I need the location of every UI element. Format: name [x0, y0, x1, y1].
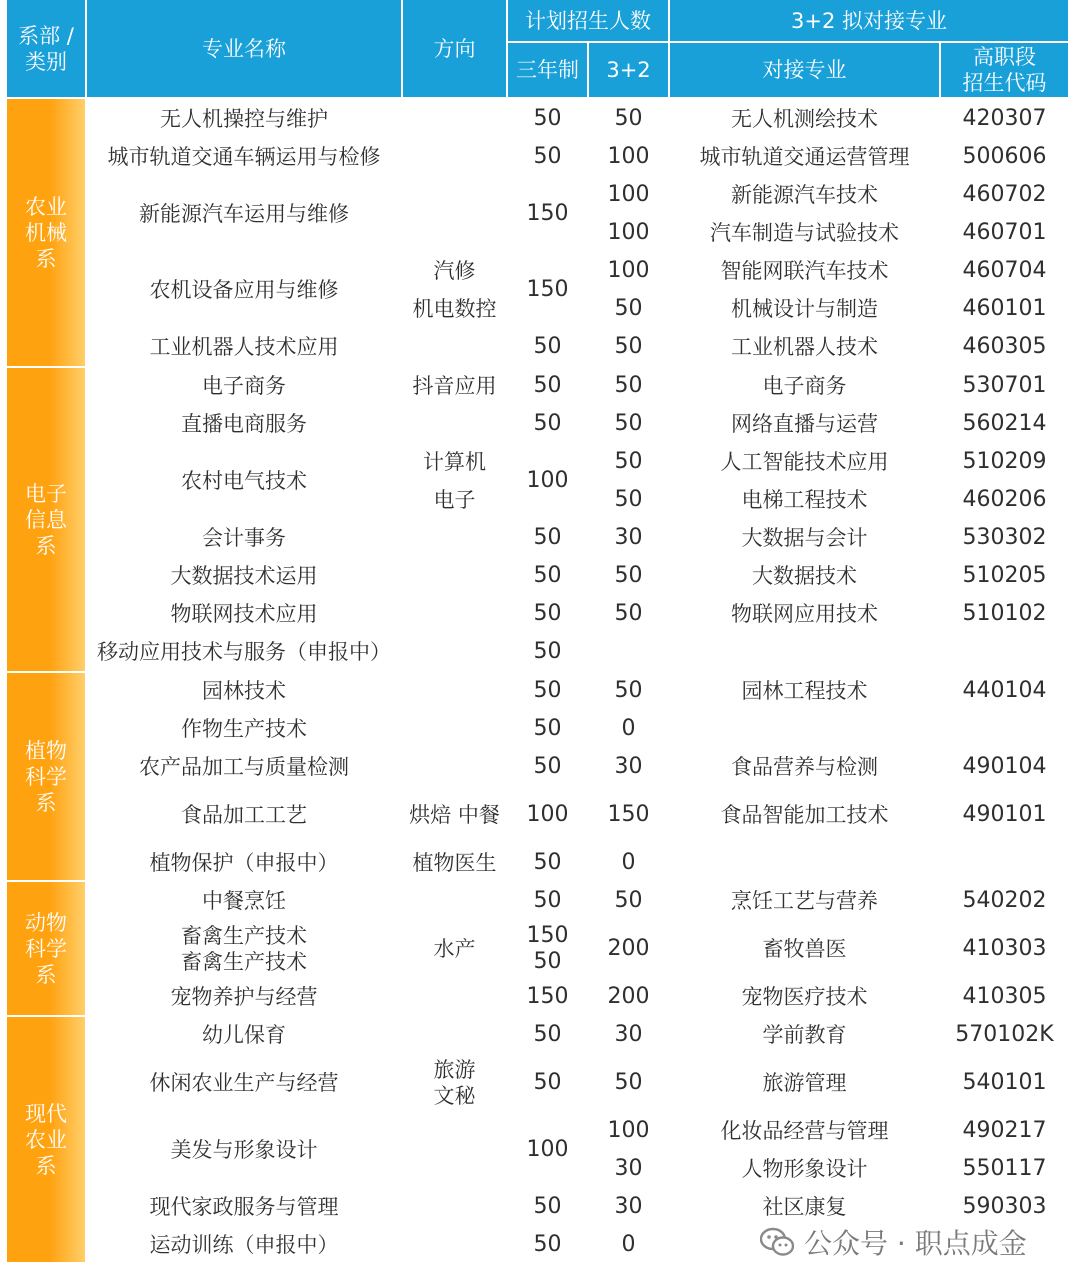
link-major-cell: 物联网应用技术 [731, 602, 878, 626]
plus-cell: 50 [614, 1070, 643, 1095]
plus-cell: 30 [614, 1194, 643, 1219]
header-three-year-label: 三年制 [516, 58, 579, 82]
major-cell: 农机设备应用与维修 [149, 278, 339, 302]
link-major-cell: 大数据与会计 [741, 526, 868, 550]
link-major-cell: 电梯工程技术 [741, 488, 868, 512]
plus-cell: 50 [614, 373, 643, 398]
plus-cell: 100 [607, 220, 650, 245]
major-cell: 休闲农业生产与经营 [149, 1071, 339, 1095]
three-year-cell: 150 50 [526, 923, 569, 974]
code-cell: 460704 [962, 258, 1047, 283]
header-plus-label: 3+2 [606, 58, 651, 82]
code-cell: 560214 [962, 411, 1047, 436]
dept-label: 电子 信息系 [25, 481, 67, 558]
link-major-cell: 宠物医疗技术 [741, 985, 868, 1009]
link-major-cell: 大数据技术 [752, 564, 857, 588]
link-major-cell: 无人机测绘技术 [731, 107, 878, 131]
header-dept-label: 系部 / 类别 [18, 23, 74, 74]
link-major-cell: 人工智能技术应用 [720, 450, 889, 474]
link-major-cell: 城市轨道交通运营管理 [699, 145, 910, 169]
three-year-cell: 50 [533, 334, 562, 359]
three-year-cell: 50 [533, 106, 562, 131]
major-cell: 美发与形象设计 [170, 1138, 318, 1162]
plus-cell: 100 [607, 144, 650, 169]
header-direction-label: 方向 [433, 36, 476, 61]
three-year-cell: 50 [533, 1022, 562, 1047]
direction-cell: 植物医生 [412, 851, 497, 875]
major-cell: 城市轨道交通车辆运用与检修 [107, 145, 381, 169]
dept-label: 植物 科学系 [25, 738, 67, 815]
plus-cell: 100 [607, 182, 650, 207]
three-year-cell: 100 [526, 1137, 569, 1162]
plus-cell: 50 [614, 106, 643, 131]
code-cell: 540202 [962, 888, 1047, 913]
three-year-cell: 150 [526, 201, 569, 226]
three-year-cell: 50 [533, 1194, 562, 1219]
dept-label: 现代 农业系 [25, 1101, 67, 1178]
header-three-year [508, 43, 587, 97]
link-major-cell: 人物形象设计 [741, 1157, 868, 1181]
major-cell: 无人机操控与维护 [160, 107, 328, 131]
header-direction [403, 0, 506, 97]
major-cell: 宠物养护与经营 [170, 985, 318, 1009]
dept-modern-agri [7, 1017, 85, 1262]
major-cell: 大数据技术运用 [170, 564, 318, 588]
plus-cell: 50 [614, 563, 643, 588]
plus-cell: 100 [607, 258, 650, 283]
plus-cell: 150 [607, 802, 650, 827]
plus-cell: 100 [607, 1118, 650, 1143]
code-cell: 530302 [962, 525, 1047, 550]
code-cell: 510205 [962, 563, 1047, 588]
plus-cell: 0 [621, 850, 636, 875]
link-major-cell: 食品营养与检测 [731, 755, 878, 779]
direction-cell: 水产 [433, 937, 476, 961]
major-cell: 植物保护（申报中） [149, 851, 339, 875]
major-cell: 园林技术 [202, 679, 286, 703]
major-cell: 中餐烹饪 [202, 889, 286, 913]
three-year-cell: 50 [533, 1232, 562, 1257]
plus-cell: 50 [614, 334, 643, 359]
code-cell: 440104 [962, 678, 1047, 703]
dept-electronic-info [7, 368, 85, 671]
header-plan-group [508, 0, 668, 41]
direction-cell: 抖音应用 [412, 374, 497, 398]
major-cell: 工业机器人技术应用 [149, 335, 339, 359]
code-cell: 500606 [962, 144, 1047, 169]
wechat-icon [760, 1227, 794, 1257]
header-link-major [670, 43, 939, 97]
header-plus [589, 43, 668, 97]
three-year-cell: 50 [533, 525, 562, 550]
code-cell: 590303 [962, 1194, 1047, 1219]
three-year-cell: 50 [533, 716, 562, 741]
three-year-cell: 50 [533, 1070, 562, 1095]
major-cell: 物联网技术应用 [170, 602, 318, 626]
major-cell: 新能源汽车运用与维修 [139, 202, 349, 226]
watermark-text: 公众号 · 职点成金 [804, 1227, 1027, 1260]
major-cell: 畜禽生产技术 畜禽生产技术 [181, 924, 307, 974]
code-cell: 550117 [962, 1156, 1047, 1181]
major-cell: 食品加工工艺 [181, 803, 307, 827]
code-cell: 420307 [962, 106, 1047, 131]
three-year-cell: 100 [526, 468, 569, 493]
link-major-cell: 网络直播与运营 [731, 412, 878, 436]
code-cell: 460702 [962, 182, 1047, 207]
code-cell: 460305 [962, 334, 1047, 359]
plus-cell: 50 [614, 601, 643, 626]
three-year-cell: 50 [533, 639, 562, 664]
header-link-group [670, 0, 1068, 41]
header-dept [7, 0, 85, 97]
plus-cell: 50 [614, 678, 643, 703]
direction-cell: 旅游 文秘 [433, 1058, 476, 1108]
major-cell: 农产品加工与质量检测 [139, 755, 349, 779]
link-major-cell: 智能网联汽车技术 [720, 259, 889, 283]
direction-cell: 机电数控 [412, 297, 497, 321]
three-year-cell: 50 [533, 850, 562, 875]
link-major-cell: 新能源汽车技术 [731, 183, 878, 207]
plus-cell: 50 [614, 449, 643, 474]
link-major-cell: 旅游管理 [762, 1071, 847, 1095]
plus-cell: 50 [614, 888, 643, 913]
link-major-cell: 社区康复 [762, 1195, 847, 1219]
plus-cell: 30 [614, 525, 643, 550]
code-cell: 460206 [962, 487, 1047, 512]
plus-cell: 50 [614, 296, 643, 321]
link-major-cell: 烹饪工艺与营养 [731, 889, 878, 913]
plus-cell: 50 [614, 411, 643, 436]
major-cell: 现代家政服务与管理 [149, 1195, 339, 1219]
three-year-cell: 100 [526, 802, 569, 827]
code-cell: 410305 [962, 984, 1047, 1009]
code-cell: 410303 [962, 936, 1047, 961]
header-link-group-label: 3+2 拟对接专业 [791, 8, 947, 33]
plus-cell: 0 [621, 1232, 636, 1257]
direction-cell: 烘焙 中餐 [409, 803, 500, 827]
code-cell: 460701 [962, 220, 1047, 245]
link-major-cell: 园林工程技术 [741, 679, 868, 703]
code-cell: 460101 [962, 296, 1047, 321]
plus-cell: 200 [607, 984, 650, 1009]
three-year-cell: 50 [533, 373, 562, 398]
watermark [760, 1222, 1027, 1262]
code-cell: 510209 [962, 449, 1047, 474]
major-cell: 电子商务 [202, 374, 286, 398]
dept-animal-science [7, 882, 85, 1015]
code-cell: 570102K [955, 1022, 1054, 1047]
plus-cell: 30 [614, 1156, 643, 1181]
major-cell: 作物生产技术 [181, 717, 307, 741]
dept-plant-science [7, 673, 85, 880]
header-link-major-label: 对接专业 [762, 58, 847, 82]
dept-label: 农业 机械系 [25, 194, 67, 271]
header-major-label: 专业名称 [202, 36, 286, 61]
three-year-cell: 50 [533, 678, 562, 703]
code-cell: 530701 [962, 373, 1047, 398]
major-cell: 农村电气技术 [181, 469, 307, 493]
three-year-cell: 150 [526, 277, 569, 302]
plus-cell: 200 [607, 936, 650, 961]
direction-cell: 电子 [433, 488, 476, 512]
header-code-label: 高职段 招生代码 [962, 45, 1047, 95]
three-year-cell: 50 [533, 411, 562, 436]
major-cell: 幼儿保育 [202, 1023, 286, 1047]
three-year-cell: 50 [533, 888, 562, 913]
major-cell: 会计事务 [202, 526, 286, 550]
code-cell: 540101 [962, 1070, 1047, 1095]
major-cell: 运动训练（申报中） [149, 1233, 339, 1257]
three-year-cell: 50 [533, 563, 562, 588]
header-major [87, 0, 401, 97]
plus-cell: 0 [621, 716, 636, 741]
plus-cell: 30 [614, 1022, 643, 1047]
three-year-cell: 150 [526, 984, 569, 1009]
code-cell: 510102 [962, 601, 1047, 626]
header-plan-group-label: 计划招生人数 [525, 8, 651, 33]
link-major-cell: 化妆品经营与管理 [720, 1119, 889, 1143]
dept-label: 动物 科学系 [25, 910, 67, 987]
link-major-cell: 畜牧兽医 [762, 937, 847, 961]
plus-cell: 50 [614, 487, 643, 512]
link-major-cell: 电子商务 [762, 374, 847, 398]
major-cell: 移动应用技术与服务（申报中） [97, 640, 391, 664]
link-major-cell: 工业机器人技术 [731, 335, 878, 359]
link-major-cell: 食品智能加工技术 [720, 803, 889, 827]
plus-cell: 30 [614, 754, 643, 779]
direction-cell: 汽修 [433, 259, 476, 283]
link-major-cell: 机械设计与制造 [731, 297, 878, 321]
link-major-cell: 学前教育 [762, 1023, 847, 1047]
three-year-cell: 50 [533, 601, 562, 626]
three-year-cell: 50 [533, 144, 562, 169]
header-code [941, 43, 1068, 97]
dept-agri-machinery [7, 99, 85, 366]
link-major-cell: 汽车制造与试验技术 [710, 221, 899, 245]
code-cell: 490104 [962, 754, 1047, 779]
direction-cell: 计算机 [423, 450, 486, 474]
code-cell: 490217 [962, 1118, 1047, 1143]
major-cell: 直播电商服务 [181, 412, 307, 436]
three-year-cell: 50 [533, 754, 562, 779]
code-cell: 490101 [962, 802, 1047, 827]
